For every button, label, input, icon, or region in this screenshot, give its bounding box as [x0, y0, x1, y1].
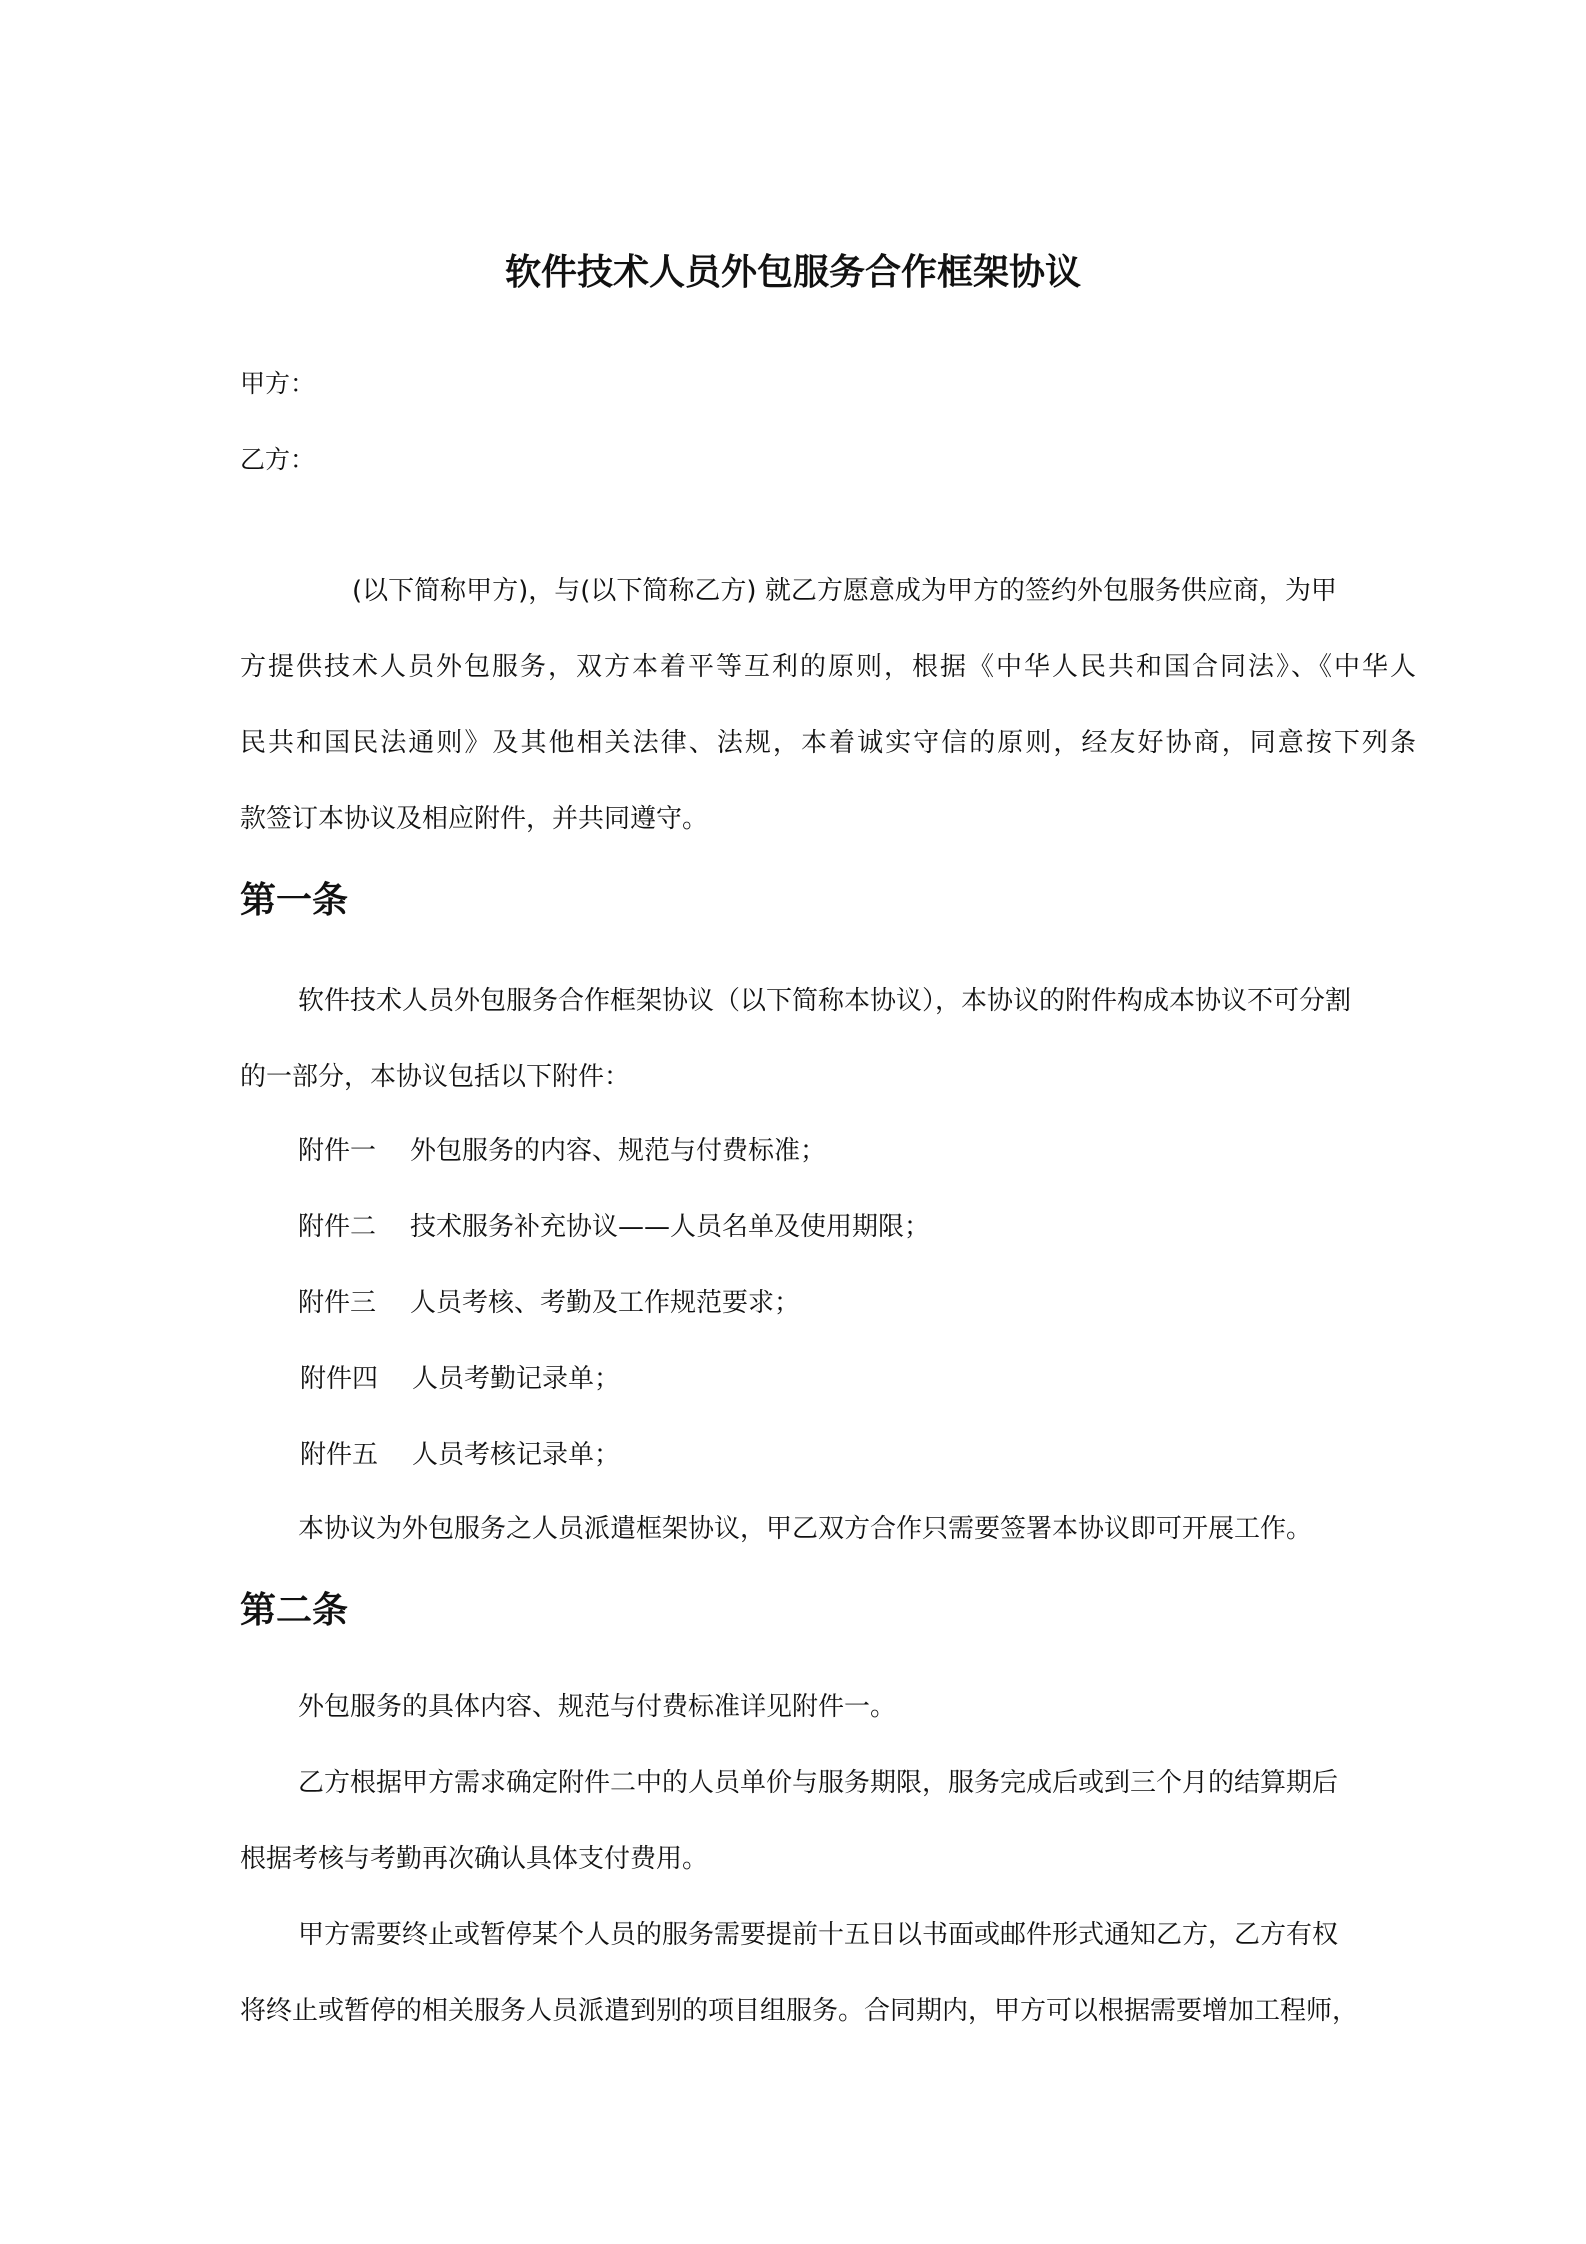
- attachment-item: [298, 1282, 800, 1319]
- attachment-label: 附件四: [300, 1364, 379, 1394]
- attachment-text: 外包服务的内容、规范与付费标准；: [410, 1136, 827, 1166]
- attachment-item: [298, 1130, 826, 1167]
- party-a-label: 甲方：: [240, 369, 316, 398]
- attachment-text: 人员考勤记录单；: [412, 1364, 621, 1394]
- attachment-label: 附件三: [298, 1288, 377, 1318]
- attachment-text: 人员考核、考勤及工作规范要求；: [410, 1288, 801, 1318]
- attachment-text: 人员考核记录单；: [412, 1440, 621, 1470]
- preamble-line-3: 民共和国民法通则》及其他相关法律、法规，本着诚实守信的原则，经友好协商，同意按下列条: [240, 728, 1416, 758]
- attachment-text: 技术服务补充协议——人员名单及使用期限；: [410, 1212, 931, 1242]
- article-2-paragraph-2-line-1: 乙方根据甲方需求确定附件二中的人员单价与服务期限，服务完成后或到三个月的结算期后: [298, 1768, 1339, 1798]
- attachment-label: 附件一: [298, 1136, 377, 1166]
- document-title: 软件技术人员外包服务合作框架协议: [504, 252, 1081, 293]
- article-2-paragraph-1: 外包服务的具体内容、规范与付费标准详见附件一。: [298, 1692, 897, 1722]
- article-2-paragraph-3-line-2: 将终止或暂停的相关服务人员派遣到别的项目组服务。合同期内，甲方可以根据需要增加工程师，: [240, 1996, 1359, 2026]
- attachment-label: 附件二: [298, 1212, 377, 1242]
- attachment-label: 附件五: [300, 1440, 379, 1470]
- article-2-heading: 第二条: [240, 1590, 349, 1631]
- preamble-line-1: (以下简称甲方)，与(以下简称乙方) 就乙方愿意成为甲方的签约外包服务供应商，为甲: [352, 576, 1337, 606]
- article-1-paragraph-line-2: 的一部分，本协议包括以下附件：: [240, 1062, 631, 1092]
- article-1-closing: 本协议为外包服务之人员派遣框架协议，甲乙双方合作只需要签署本协议即可开展工作。: [298, 1514, 1313, 1544]
- attachment-item: [298, 1206, 930, 1243]
- attachment-item: [300, 1434, 620, 1471]
- preamble-line-4: 款签订本协议及相应附件，并共同遵守。: [240, 804, 709, 834]
- attachment-item: [300, 1358, 620, 1395]
- article-1-heading: 第一条: [240, 880, 349, 921]
- preamble-line-2: 方提供技术人员外包服务，双方本着平等互利的原则，根据《中华人民共和国合同法》、《中华人: [240, 652, 1416, 682]
- article-2-paragraph-2-line-2: 根据考核与考勤再次确认具体支付费用。: [240, 1844, 709, 1874]
- article-2-paragraph-3-line-1: 甲方需要终止或暂停某个人员的服务需要提前十五日以书面或邮件形式通知乙方，乙方有权: [298, 1920, 1339, 1950]
- article-1-paragraph-line-1: 软件技术人员外包服务合作框架协议（以下简称本协议），本协议的附件构成本协议不可分割: [298, 986, 1352, 1016]
- party-b-label: 乙方：: [240, 445, 316, 474]
